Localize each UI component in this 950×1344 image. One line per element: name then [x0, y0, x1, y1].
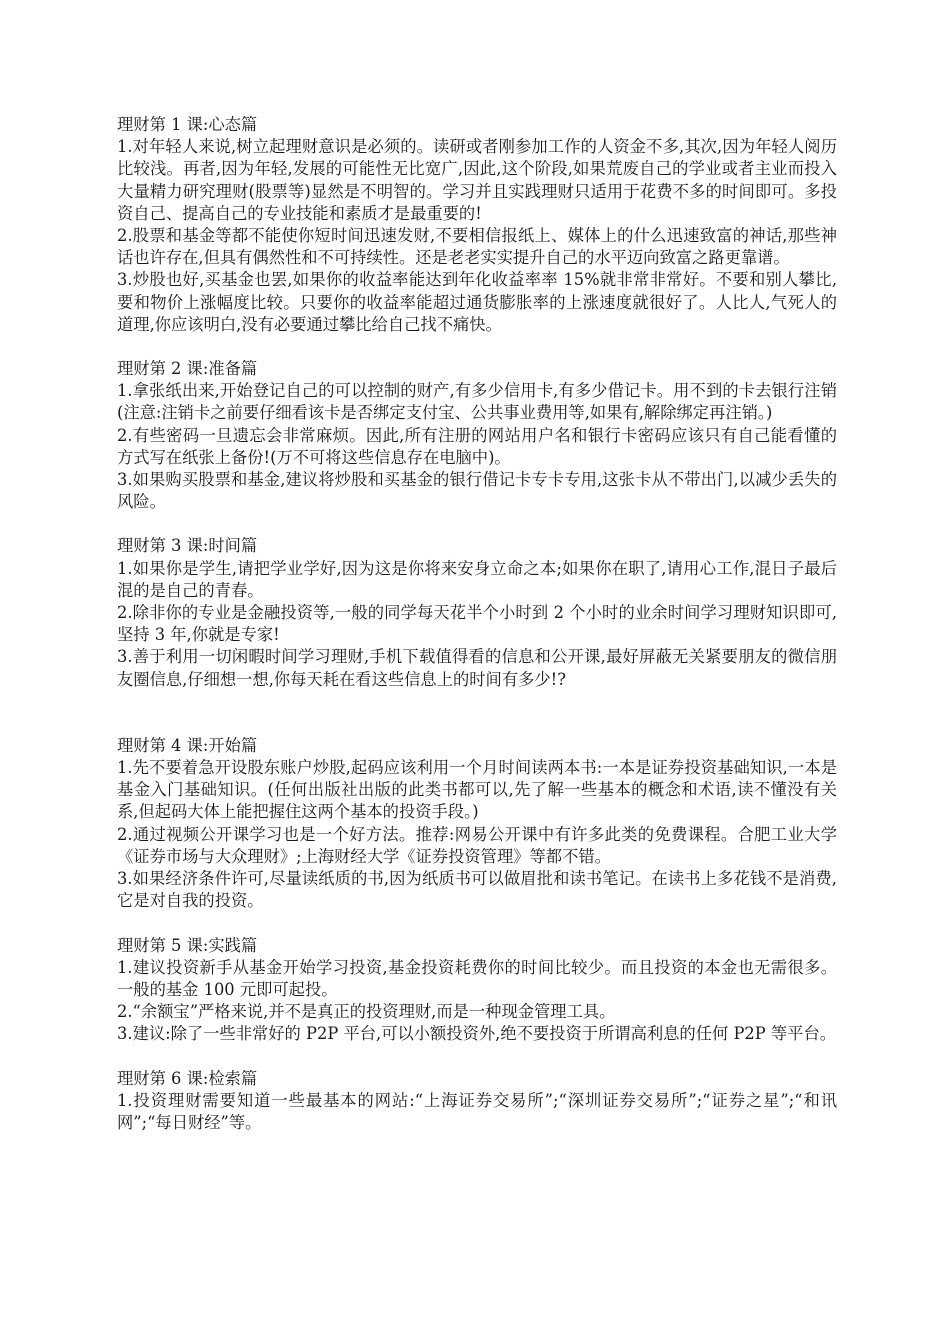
section-spacer: [117, 1046, 837, 1068]
section-spacer: [117, 336, 837, 358]
lesson-item: 3.炒股也好,买基金也罢,如果你的收益率能达到年化收益率率 15%就非常非常好。不要和别人攀比,要和物价上涨幅度比较。只要你的收益率能超过通货膨胀率的上涨速度就很好了。人比人,气死人的道理,你应该明白,没有必要通过攀比给自己找不痛快。: [117, 270, 837, 334]
document-page: [117, 114, 837, 1134]
lesson-item: 1.如果你是学生,请把学业学好,因为这是你将来安身立命之本;如果你在职了,请用心工作,混日子最后混的是自己的青春。: [117, 558, 837, 600]
lesson-item: 1.对年轻人来说,树立起理财意识是必须的。读研或者刚参加工作的人资金不多,其次,因为年轻人阅历比较浅。再者,因为年轻,发展的可能性无比宽广,因此,这个阶段,如果荒废自己的学业或者主业而投入大量精力研究理财(股票等)显然是不明智的。学习并且实践理财只适用于花费不多的时间即可。多投资自己、提高自己的专业技能和素质才是最重要的!: [117, 137, 837, 223]
lesson-item: 3.如果经济条件许可,尽量读纸质的书,因为纸质书可以做眉批和读书笔记。在读书上多花钱不是消费,它是对自我的投资。: [117, 869, 837, 911]
lesson-item: 2.通过视频公开课学习也是一个好方法。推荐:网易公开课中有许多此类的免费课程。合肥工业大学《证券市场与大众理财》;上海财经大学《证券投资管理》等都不错。: [117, 824, 837, 866]
lesson-6: [117, 1068, 837, 1135]
lesson-title: 理财第 5 课:实践篇: [117, 935, 258, 955]
lesson-3: [117, 535, 837, 690]
lesson-title: 理财第 1 课:心态篇: [117, 115, 258, 134]
lesson-item: 2.“余额宝”严格来说,并不是真正的投资理财,而是一种现金管理工具。: [117, 1002, 616, 1022]
section-spacer: [117, 913, 837, 935]
lesson-item: 3.建议:除了一些非常好的 P2P 平台,可以小额投资外,绝不要投资于所谓高利息的任何 P2P 等平台。: [117, 1024, 837, 1044]
lesson-title: 理财第 6 课:检索篇: [117, 1068, 258, 1088]
lesson-item: 1.拿张纸出来,开始登记自己的可以控制的财产,有多少信用卡,有多少借记卡。用不到的卡去银行注销(注意:注销卡之前要仔细看该卡是否绑定支付宝、公共事业费用等,如果有,解除绑定再注销。): [117, 381, 837, 423]
lesson-item: 1.先不要着急开设股东账户炒股,起码应该利用一个月时间读两本书:一本是证券投资基础知识,一本是基金入门基础知识。(任何出版社出版的此类书都可以,先了解一些基本的概念和术语,读不懂没有关系,但起码大体上能把握住这两个基本的投资手段。): [117, 758, 837, 822]
lesson-item: 1.投资理财需要知道一些最基本的网站:“上海证券交易所”;“深圳证券交易所”;“证券之星”;“和讯网”;“每日财经”等。: [117, 1090, 837, 1132]
section-spacer: [117, 691, 837, 735]
lesson-4: [117, 735, 837, 913]
lesson-item: 3.如果购买股票和基金,建议将炒股和买基金的银行借记卡专卡专用,这张卡从不带出门,以减少丢失的风险。: [117, 470, 837, 512]
lesson-item: 2.股票和基金等都不能使你短时间迅速发财,不要相信报纸上、媒体上的什么迅速致富的神话,那些神话也许存在,但具有偶然性和不可持续性。还是老老实实提升自己的水平迈向致富之路更靠谱。: [117, 226, 837, 268]
section-spacer: [117, 513, 837, 535]
lesson-1: [117, 114, 837, 336]
lesson-item: 3.善于利用一切闲暇时间学习理财,手机下载值得看的信息和公开课,最好屏蔽无关紧要朋友的微信朋友圈信息,仔细想一想,你每天耗在看这些信息上的时间有多少!?: [117, 647, 837, 689]
lesson-item: 2.除非你的专业是金融投资等,一般的同学每天花半个小时到 2 个小时的业余时间学习理财知识即可,坚持 3 年,你就是专家!: [117, 603, 837, 645]
lesson-item: 2.有些密码一旦遗忘会非常麻烦。因此,所有注册的网站用户名和银行卡密码应该只有自己能看懂的方式写在纸张上备份!(万不可将这些信息存在电脑中)。: [117, 425, 837, 467]
lesson-title: 理财第 2 课:准备篇: [117, 359, 258, 379]
lesson-title: 理财第 3 课:时间篇: [117, 536, 258, 556]
lesson-2: [117, 358, 837, 513]
lesson-item: 1.建议投资新手从基金开始学习投资,基金投资耗费你的时间比较少。而且投资的本金也无需很多。一般的基金 100 元即可起投。: [117, 957, 837, 999]
lesson-5: [117, 935, 837, 1046]
lesson-title: 理财第 4 课:开始篇: [117, 735, 258, 755]
